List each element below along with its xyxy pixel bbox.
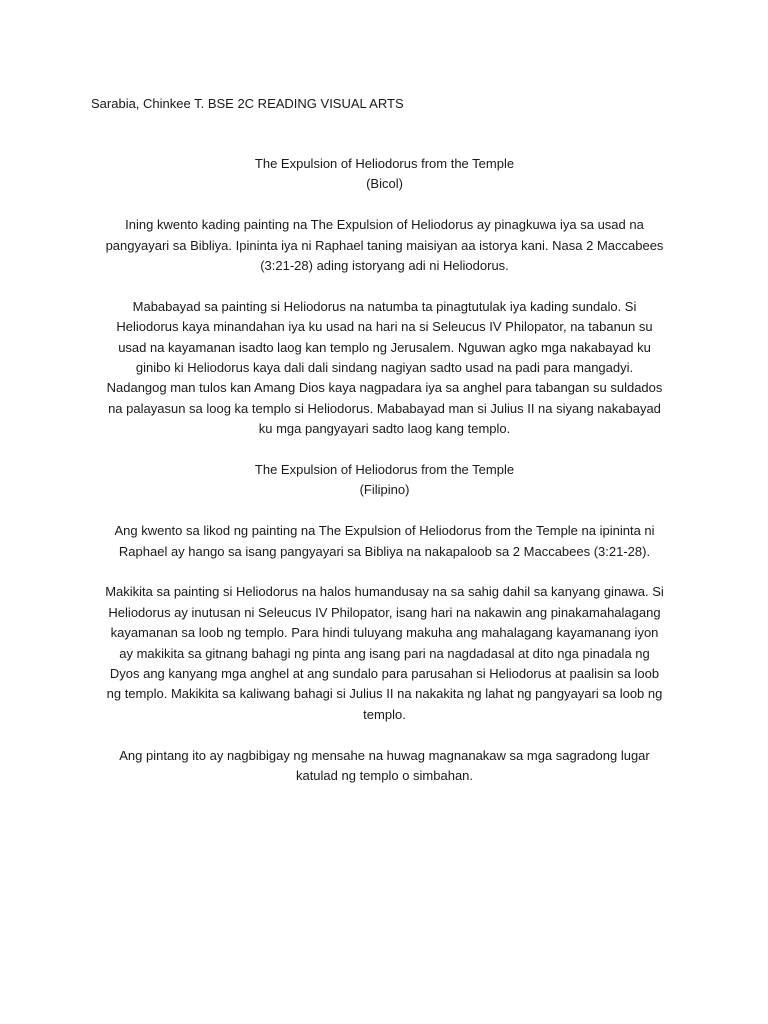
text-line: Ang kwento sa likod ng painting na The Expulsion of Heliodorus from the Temple na ipininta ni xyxy=(114,523,655,539)
paragraph-gap xyxy=(88,501,681,521)
text-line: na palayasun sa loog ka templo si Heliodorus. Mababayad man si Julius II na siyang nakabayad xyxy=(108,400,661,416)
paragraph-filipino-2 xyxy=(88,582,681,725)
text-line: katulad ng templo o simbahan. xyxy=(295,768,474,784)
text-line: pangyayari sa Bibliya. Ipininta iya ni Raphael taning maisiyan aa istorya kani. Nasa 2 Maccabees xyxy=(105,237,664,253)
paragraph-gap xyxy=(88,195,681,215)
section-subtitle-filipino: (Filipino) xyxy=(359,482,410,498)
text-line: Heliodorus kaya minandahan iya ku usad na hari na si Seleucus IV Philopator, na tabanun su xyxy=(116,319,653,335)
text-line: Heliodorus ay inutusan ni Seleucus IV Philopator, isang hari na nakawin ang pinakamahalagang xyxy=(108,604,661,620)
text-line: Ang pintang ito ay nagbibigay ng mensahe na huwag magnanakaw sa mga sagradong lugar xyxy=(119,747,650,763)
section-title-bicol: The Expulsion of Heliodorus from the Temple xyxy=(254,156,515,171)
paragraph-gap xyxy=(88,440,681,460)
text-line: usad na kayamanan isadto laog kan templo ng Jerusalem. Nguwan agko mga nakabayad ku xyxy=(118,339,651,355)
paragraph-gap xyxy=(88,276,681,296)
section-subtitle-bicol: (Bicol) xyxy=(366,176,403,192)
text-line: templo. xyxy=(363,706,406,722)
text-line: (3:21-28) ading istoryang adi ni Heliodorus. xyxy=(260,258,509,274)
text-line: Ining kwento kading painting na The Expulsion of Heliodorus ay pinagkuwa iya sa usad na xyxy=(125,217,644,233)
document-body xyxy=(88,154,681,787)
section-title-filipino: The Expulsion of Heliodorus from the Temple xyxy=(254,462,515,478)
text-line: Mababayad sa painting si Heliodorus na natumba ta pinagtutulak iya kading sundalo. Si xyxy=(132,298,637,314)
text-line: ku mga pangyayari sadto laog kang templo. xyxy=(258,421,511,437)
paragraph-bicol-1 xyxy=(88,215,681,276)
paragraph-bicol-2 xyxy=(88,297,681,440)
text-line: Makikita sa painting si Heliodorus na halos humandusay na sa sahig dahil sa kanyang ginawa. Si xyxy=(105,584,664,600)
paragraph-gap xyxy=(88,562,681,582)
text-line: Raphael ay hango sa isang pangyayari sa Bibliya na nakapaloob sa 2 Maccabees (3:21-28). xyxy=(118,543,651,559)
text-line: Dyos ang kanyang mga anghel at ang sundalo para parusahan si Heliodorus at paalisin sa loob xyxy=(109,666,660,682)
paragraph-filipino-1 xyxy=(88,521,681,562)
text-line: ginibo ki Heliodorus kaya dali dali sindang nagiyan sadto usad na padi para mangadyi. xyxy=(135,360,634,376)
text-line: Nadangog man tulos kan Amang Dios kaya nagpadara iya sa anghel para tabangan su suldados xyxy=(106,380,663,396)
author-header: Sarabia, Chinkee T. BSE 2C READING VISUAL ARTS xyxy=(91,96,404,111)
text-line: ng templo. Makikita sa kaliwang bahagi si Julius II na nakakita ng lahat ng pangyayari sa loob ng xyxy=(106,686,663,702)
paragraph-filipino-3 xyxy=(88,746,681,787)
text-line: ay makikita sa gitnang bahagi ng pinta ang isang pari na nagdadasal at dito nga pinadala ng xyxy=(119,645,650,661)
paragraph-gap xyxy=(88,725,681,745)
text-line: kayamanan sa loob ng templo. Para hindi tuluyang makuha ang mahalagang kayamanang iyon xyxy=(110,625,659,641)
